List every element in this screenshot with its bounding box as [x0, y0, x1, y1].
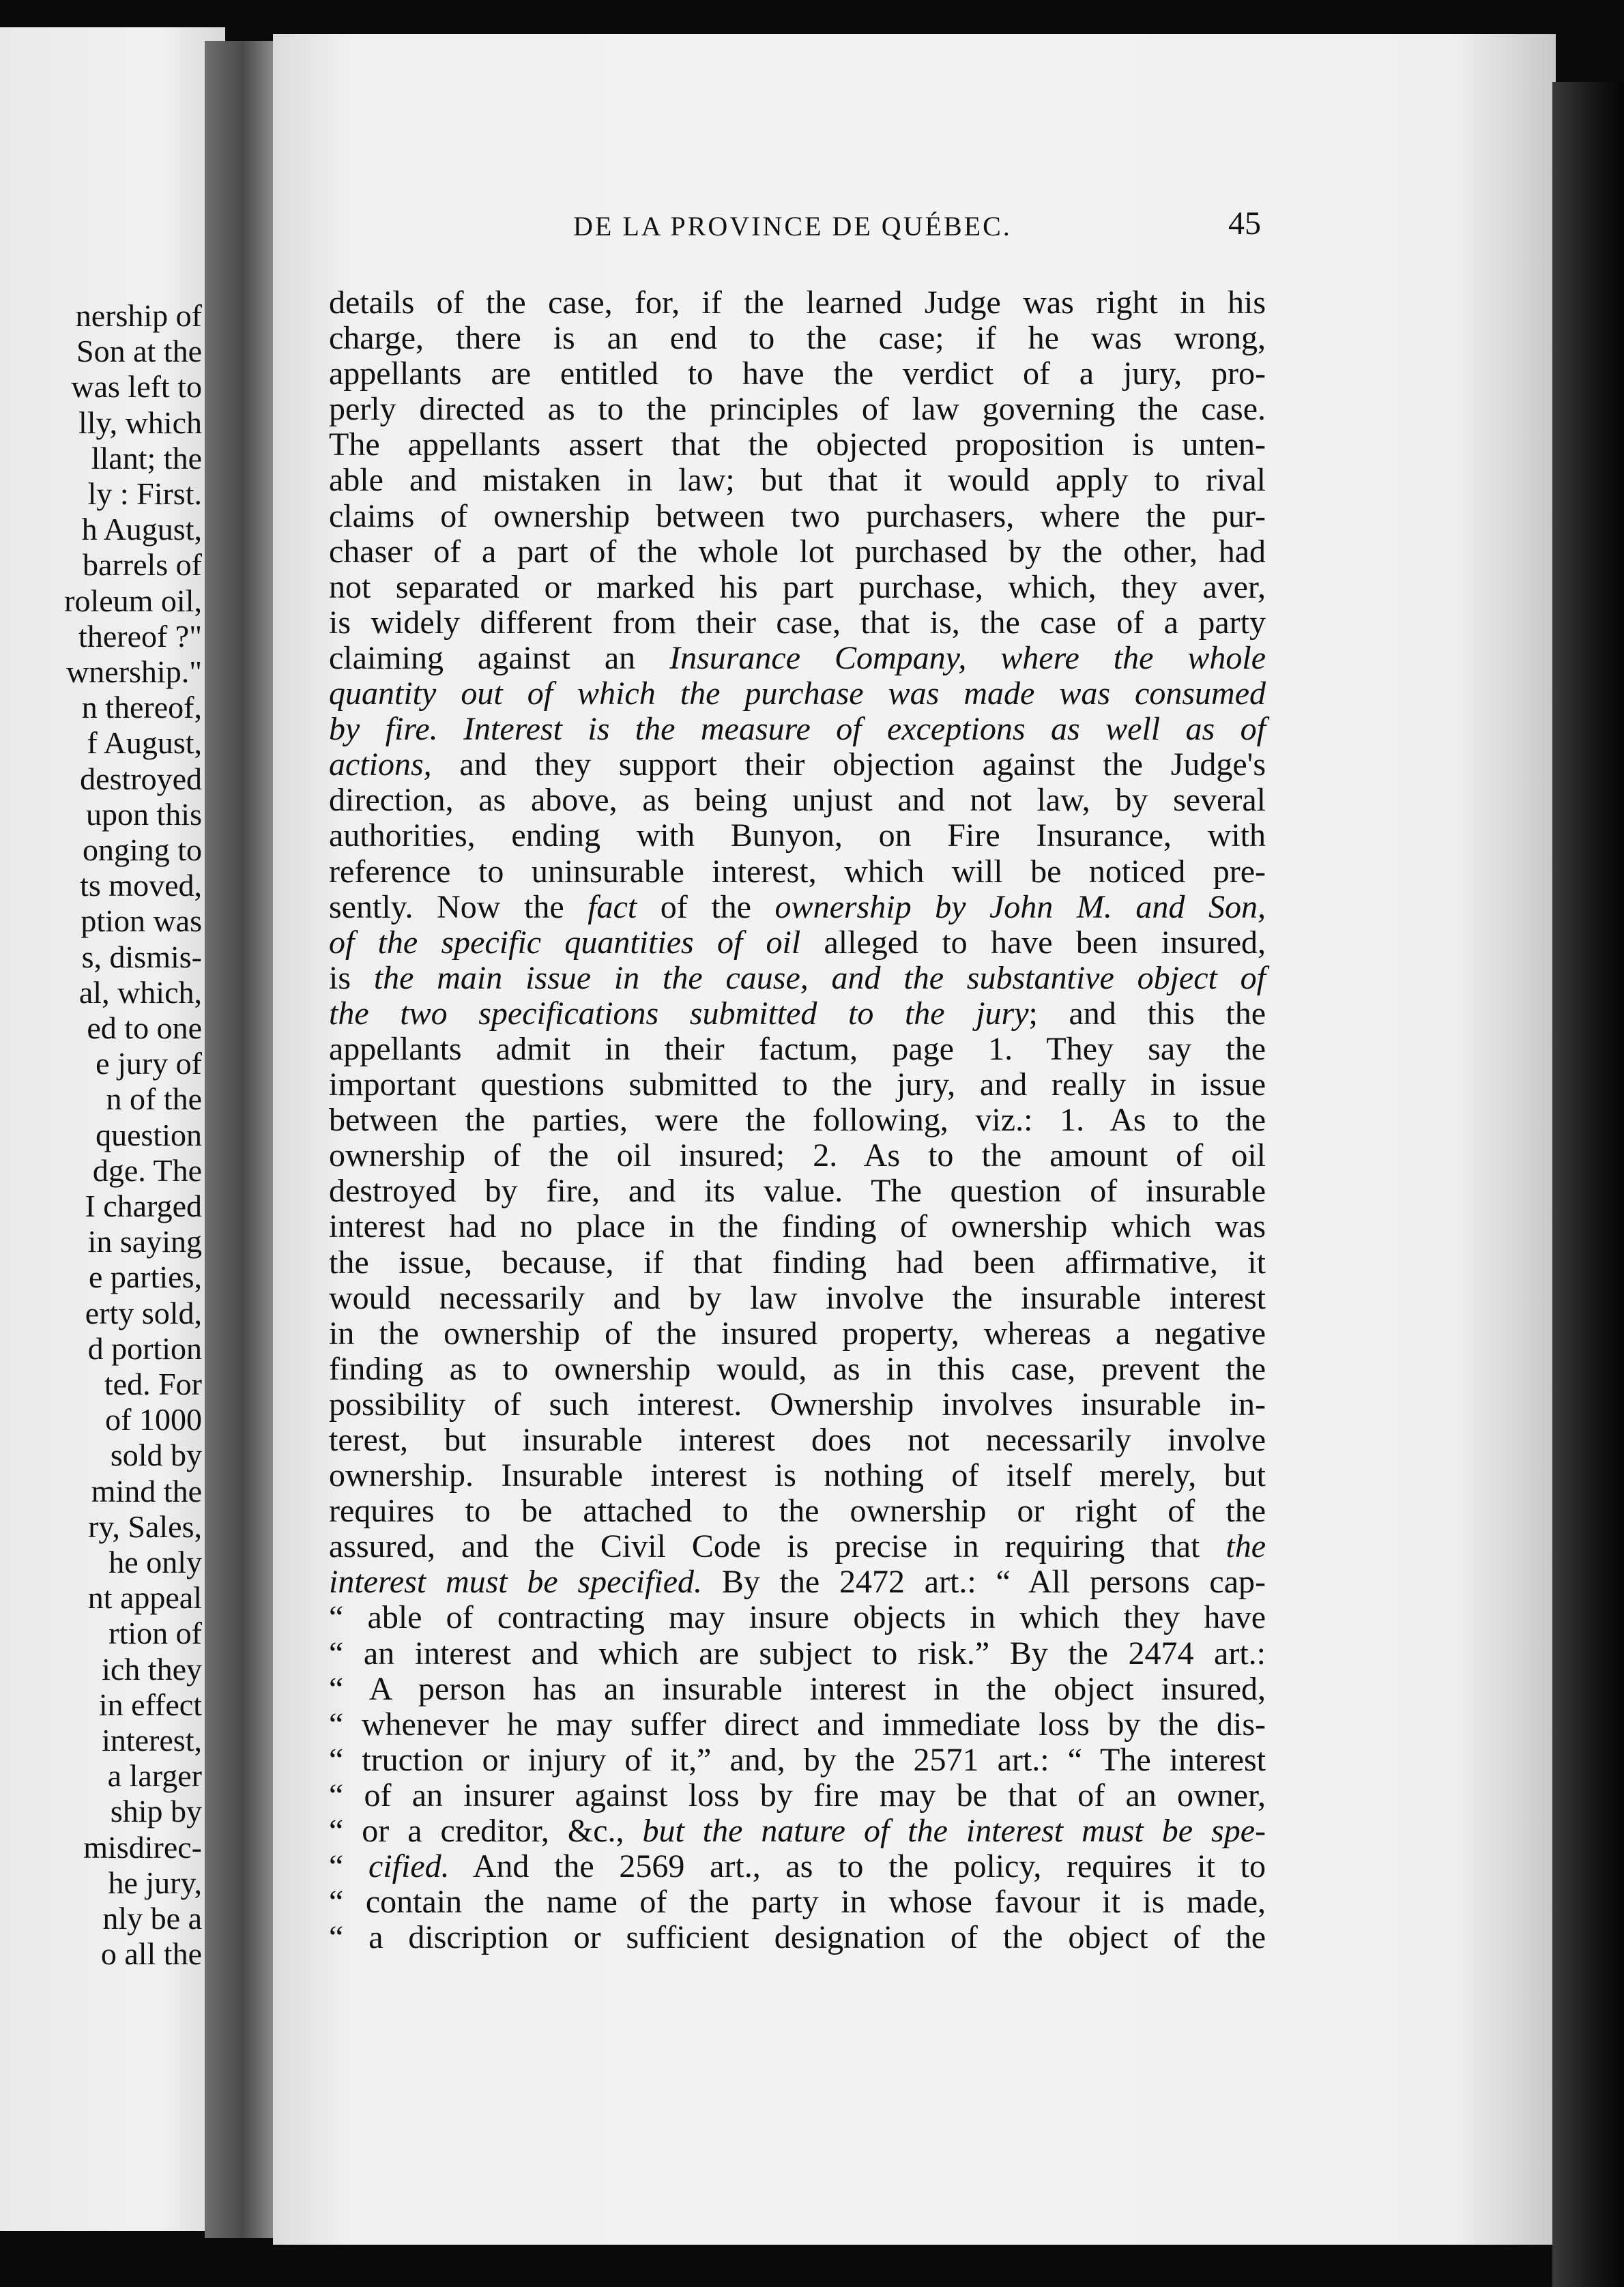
text-line — [329, 961, 1266, 996]
text-line — [329, 1494, 1266, 1529]
italic-text: the main issue in the cause, and the substantive object of — [373, 959, 1266, 996]
text-line — [329, 1529, 1266, 1564]
left-page-line: n of the — [106, 1081, 202, 1117]
italic-text: interest must be specified. — [329, 1564, 703, 1601]
text-run: By the 2472 art.: “ All persons cap- — [702, 1564, 1266, 1601]
text-line — [329, 427, 1266, 463]
text-run: of the — [637, 888, 775, 925]
italic-text: by fire. Interest is the measure of exceptions as well as of — [329, 711, 1266, 748]
left-page-line: misdirec- — [83, 1829, 202, 1865]
text-run: charge, there is an end to the case; if he was wrong, — [329, 320, 1266, 357]
left-page-line: a larger — [107, 1758, 202, 1794]
text-run: “ a discription or sufficient designation of the object of the — [329, 1919, 1266, 1956]
text-run: And the 2569 art., as to the policy, requires it to — [449, 1848, 1266, 1885]
text-run: not separated or marked his part purchase, which, they aver, — [329, 568, 1266, 605]
text-line — [329, 818, 1266, 854]
text-run: assured, and the Civil Code is precise in requiring that — [329, 1528, 1226, 1565]
text-run: details of the case, for, if the learned Judge was right in his — [329, 285, 1266, 321]
page-number: 45 — [1228, 205, 1261, 242]
left-page-line: sold by — [110, 1438, 202, 1473]
text-run: “ an interest and which are subject to risk.” By the 2474 art.: — [329, 1635, 1266, 1672]
text-line — [329, 1813, 1266, 1849]
left-page-line: e parties, — [88, 1259, 202, 1295]
text-run: able and mistaken in law; but that it would apply to rival — [329, 462, 1266, 499]
left-page-line: al, which, — [78, 974, 202, 1010]
left-page-line: in saying — [87, 1224, 202, 1259]
text-line — [329, 285, 1266, 321]
text-run: “ whenever he may suffer direct and immediate loss by the dis- — [329, 1706, 1266, 1743]
italic-text: of the specific quantities of oil — [329, 924, 801, 961]
left-page-line: I charged — [85, 1189, 202, 1223]
body-text — [329, 285, 1266, 1955]
text-run: “ able of contracting may insure objects in which they have — [329, 1599, 1266, 1636]
text-run: and they support their objection against the Judge's — [431, 746, 1266, 783]
text-run: finding as to ownership would, as in this case, prevent the — [329, 1350, 1266, 1387]
text-line — [329, 1743, 1266, 1778]
left-page-line: ich they — [102, 1651, 202, 1687]
italic-text: fact — [588, 888, 637, 925]
text-run: is — [329, 959, 374, 996]
text-line — [329, 1032, 1266, 1067]
left-page-line: o all the — [100, 1936, 202, 1972]
left-page-line: upon this — [86, 796, 202, 832]
text-line — [329, 783, 1266, 818]
right-page-edge — [1552, 82, 1624, 2287]
text-run: “ or a creditor, &c., — [329, 1813, 643, 1850]
text-run: “ of an insurer against loss by fire may be that of an owner, — [329, 1777, 1266, 1813]
text-line — [329, 712, 1266, 747]
left-page-line: was left to — [71, 369, 202, 405]
previous-page — [0, 27, 225, 2231]
text-line — [329, 1316, 1266, 1352]
text-line — [329, 321, 1266, 356]
italic-text: but the nature of the interest must be spe- — [642, 1813, 1266, 1850]
left-page-line: ts moved, — [80, 868, 202, 903]
text-run: reference to uninsurable interest, which will be noticed pre- — [329, 853, 1266, 890]
text-line — [329, 392, 1266, 427]
left-page-line: thereof ?" — [78, 618, 202, 654]
text-run: would necessarily and by law involve the insurable interest — [329, 1279, 1266, 1316]
running-head: DE LA PROVINCE DE QUÉBEC. — [573, 211, 1012, 242]
text-line — [329, 1423, 1266, 1458]
text-run: in the ownership of the insured property, whereas a negative — [329, 1315, 1266, 1352]
text-run: appellants are entitled to have the verdict of a jury, pro- — [329, 355, 1266, 392]
text-line — [329, 996, 1266, 1032]
left-page-line: d portion — [87, 1330, 202, 1366]
left-page-line: nt appeal — [87, 1580, 202, 1616]
text-run: “ A person has an insurable interest in the object insured, — [329, 1670, 1266, 1707]
text-line — [329, 356, 1266, 392]
text-line — [329, 1672, 1266, 1707]
text-line — [329, 1458, 1266, 1494]
italic-text: quantity out of which the purchase was made was consumed — [329, 675, 1266, 712]
left-page-line: s, dismis- — [81, 939, 202, 974]
text-line — [329, 1352, 1266, 1387]
text-line — [329, 1849, 1266, 1884]
text-line — [329, 1209, 1266, 1244]
text-line — [329, 1174, 1266, 1209]
text-run: direction, as above, as being unjust and not law, by several — [329, 782, 1266, 819]
text-run: terest, but insurable interest does not necessarily involve — [329, 1422, 1266, 1458]
text-line — [329, 1778, 1266, 1813]
left-page-line: erty sold, — [85, 1295, 202, 1330]
text-run: authorities, ending with Bunyon, on Fire Insurance, with — [329, 817, 1266, 854]
left-page-line: ption was — [81, 903, 202, 939]
text-line — [329, 1564, 1266, 1600]
text-line — [329, 747, 1266, 783]
text-run: “ — [329, 1848, 369, 1885]
text-run: The appellants assert that the objected proposition is unten- — [329, 426, 1266, 463]
left-page-line: barrels of — [83, 547, 202, 583]
text-line — [329, 1067, 1266, 1103]
text-run: possibility of such interest. Ownership involves insurable in- — [329, 1386, 1266, 1423]
text-run: ; and this the — [1028, 995, 1266, 1032]
text-run: between the parties, were the following, viz.: 1. As to the — [329, 1102, 1266, 1139]
left-page-line: he jury, — [108, 1865, 202, 1900]
left-page-line: ry, Sales, — [88, 1509, 202, 1544]
text-line — [329, 1707, 1266, 1743]
italic-text: cified. — [368, 1848, 450, 1885]
left-page-line: wnership." — [66, 654, 202, 689]
text-line — [329, 854, 1266, 890]
text-line — [329, 1138, 1266, 1174]
italic-text: ownership by John M. and Son, — [774, 888, 1266, 925]
left-page-line: e jury of — [96, 1046, 202, 1081]
text-line — [329, 1920, 1266, 1955]
italic-text: Insurance Company, where the whole — [669, 639, 1266, 676]
text-run: “ contain the name of the party in whose favour it is made, — [329, 1884, 1266, 1921]
left-page-line: of 1000 — [105, 1402, 202, 1438]
left-page-line: nership of — [75, 298, 202, 333]
text-run: the issue, because, if that finding had been affirmative, it — [329, 1244, 1266, 1281]
italic-text: actions, — [329, 746, 432, 783]
text-line — [329, 1636, 1266, 1672]
left-page-line: ted. For — [104, 1367, 202, 1401]
text-line — [329, 1103, 1266, 1138]
text-run: chaser of a part of the whole lot purchased by the other, had — [329, 533, 1266, 570]
text-run: alleged to have been insured, — [800, 924, 1266, 961]
text-line — [329, 676, 1266, 712]
text-line — [329, 1245, 1266, 1281]
italic-text: the two specifications submitted to the jury — [329, 995, 1029, 1032]
italic-text: the — [1226, 1528, 1266, 1565]
text-line — [329, 499, 1266, 534]
text-run: ownership of the oil insured; 2. As to the amount of oil — [329, 1137, 1266, 1174]
text-run: destroyed by fire, and its value. The question of insurable — [329, 1173, 1266, 1210]
text-run: “ truction or injury of it,” and, by the 2571 art.: “ The interest — [329, 1741, 1266, 1778]
text-line — [329, 1281, 1266, 1316]
text-run: interest had no place in the finding of ownership which was — [329, 1208, 1266, 1245]
left-page-line: he only — [108, 1545, 202, 1579]
text-run: claims of ownership between two purchasers, where the pur- — [329, 497, 1266, 534]
left-page-line: in effect — [98, 1687, 202, 1722]
left-page-line: ed to one — [87, 1010, 202, 1045]
text-run: ownership. Insurable interest is nothing of itself merely, but — [329, 1457, 1266, 1494]
text-line — [329, 570, 1266, 605]
text-run: important questions submitted to the jury, and really in issue — [329, 1066, 1266, 1103]
left-page-line: rtion of — [108, 1616, 202, 1651]
text-run: appellants admit in their factum, page 1. They say the — [329, 1030, 1266, 1067]
left-page-line: n thereof, — [81, 690, 202, 725]
text-run: sently. Now the — [329, 888, 588, 925]
left-page-line: ship by — [110, 1794, 202, 1829]
left-page-line: mind the — [91, 1473, 202, 1509]
left-page-line: h August, — [81, 512, 202, 547]
left-page-line: Son at the — [76, 334, 202, 369]
text-run: requires to be attached to the ownership or right of the — [329, 1493, 1266, 1530]
left-page-line: dge. The — [92, 1152, 202, 1188]
text-run: perly directed as to the principles of law governing the case. — [329, 391, 1266, 428]
left-page-line: f August, — [87, 725, 202, 761]
left-page-line: lly, which — [78, 405, 202, 440]
left-page-line: llant; the — [91, 440, 202, 476]
text-line — [329, 890, 1266, 925]
left-page-line: onging to — [82, 832, 202, 867]
text-line — [329, 1387, 1266, 1423]
left-page-line: nly be a — [102, 1901, 202, 1936]
text-line — [329, 1600, 1266, 1635]
text-run: claiming against an — [329, 639, 670, 676]
text-run: is widely different from their case, that is, the case of a party — [329, 604, 1266, 641]
left-page-line: question — [96, 1117, 202, 1152]
left-page-line: interest, — [102, 1723, 202, 1758]
left-page-line: destroyed — [80, 761, 202, 796]
left-page-line: ly : First. — [87, 476, 202, 511]
text-line — [329, 1884, 1266, 1920]
text-line — [329, 534, 1266, 570]
text-line — [329, 925, 1266, 961]
text-line — [329, 641, 1266, 676]
text-line — [329, 605, 1266, 641]
text-line — [329, 463, 1266, 498]
left-page-line: roleum oil, — [64, 583, 202, 618]
